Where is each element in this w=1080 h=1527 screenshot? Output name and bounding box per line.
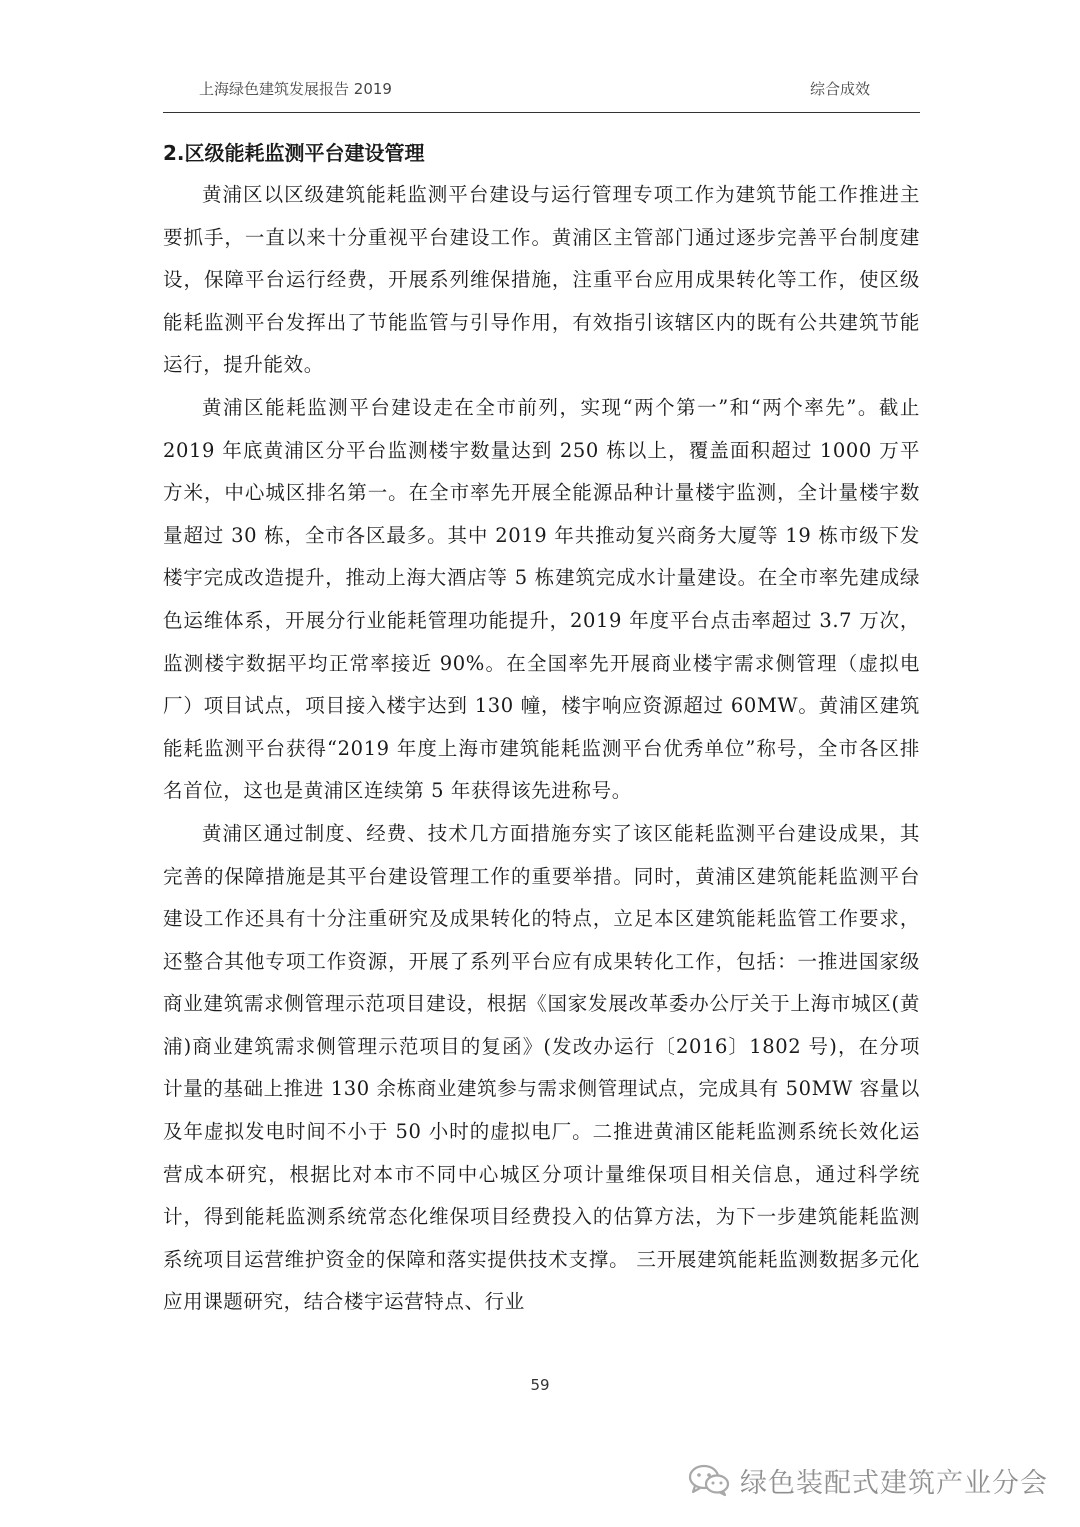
account-watermark	[688, 1458, 1048, 1502]
report-title: 上海绿色建筑发展报告 2019	[199, 80, 392, 98]
page-header	[163, 72, 920, 113]
wechat-icon	[688, 1463, 730, 1497]
page-number: 59	[530, 1376, 550, 1394]
paragraph-3: 黄浦区通过制度、经费、技术几方面措施夯实了该区能耗监测平台建设成果，其完善的保障措施是其平台建设管理工作的重要举措。同时，黄浦区建筑能耗监测平台建设工作还具有十分注重研究及成果转化的特点，立足本区建筑能耗监管工作要求，还整合其他专项工作资源，开展了系列平台应有成果转化工作，包括：一推进国家级商业建筑需求侧管理示范项目建设，根据《国家发展改革委办公厅关于上海市城区(黄浦)商业建筑需求侧管理示范项目的复函》(发改办运行〔2016〕1802 号)，在分项计量的基础上推进 130 余栋商业建筑参与需求侧管理试点，完成具有 50MW 容量以及年虚拟发电时间不小于 50 小时的虚拟电厂。二推进黄浦区能耗监测系统长效化运营成本研究，根据比对本市不同中心城区分项计量维保项目相关信息，通过科学统计，得到能耗监测系统常态化维保项目经费投入的估算方法，为下一步建筑能耗监测系统项目运营维护资金的保障和落实提供技术支撑。 三开展建筑能耗监测数据多元化应用课题研究，结合楼宇运营特点、行业	[163, 821, 920, 1314]
paragraph-2: 黄浦区能耗监测平台建设走在全市前列，实现“两个第一”和“两个率先”。截止 2019 年底黄浦区分平台监测楼宇数量达到 250 栋以上，覆盖面积超过 1000 万平方米，中心城区排名第一。在全市率先开展全能源品种计量楼宇监测，全计量楼宇数量超过 30 栋，全市各区最多。其中 2019 年共推动复兴商务大厦等 19 栋市级下发楼宇完成改造提升，推动上海大酒店等 5 栋建筑完成水计量建设。在全市率先建成绿色运维体系，开展分行业能耗管理功能提升，2019 年度平台点击率超过 3.7 万次，监测楼宇数据平均正常率接近 90%。在全国率先开展商业楼宇需求侧管理（虚拟电厂）项目试点，项目接入楼宇达到 130 幢，楼宇响应资源超过 60MW。黄浦区建筑能耗监测平台获得“2019 年度上海市建筑能耗监测平台优秀单位”称号，全市各区排名首位，这也是黄浦区连续第 5 年获得该先进称号。	[163, 395, 920, 803]
watermark-text: 绿色装配式建筑产业分会	[740, 1467, 1048, 1499]
section-heading: 2.区级能耗监测平台建设管理	[163, 141, 425, 165]
chapter-title: 综合成效	[809, 80, 870, 98]
main-content	[163, 132, 920, 1324]
paragraph-1: 黄浦区以区级建筑能耗监测平台建设与运行管理专项工作为建筑节能工作推进主要抓手，一直以来十分重视平台建设工作。黄浦区主管部门通过逐步完善平台制度建设，保障平台运行经费，开展系列维保措施，注重平台应用成果转化等工作，使区级能耗监测平台发挥出了节能监管与引导作用，有效指引该辖区内的既有公共建筑节能运行，提升能效。	[163, 183, 920, 377]
